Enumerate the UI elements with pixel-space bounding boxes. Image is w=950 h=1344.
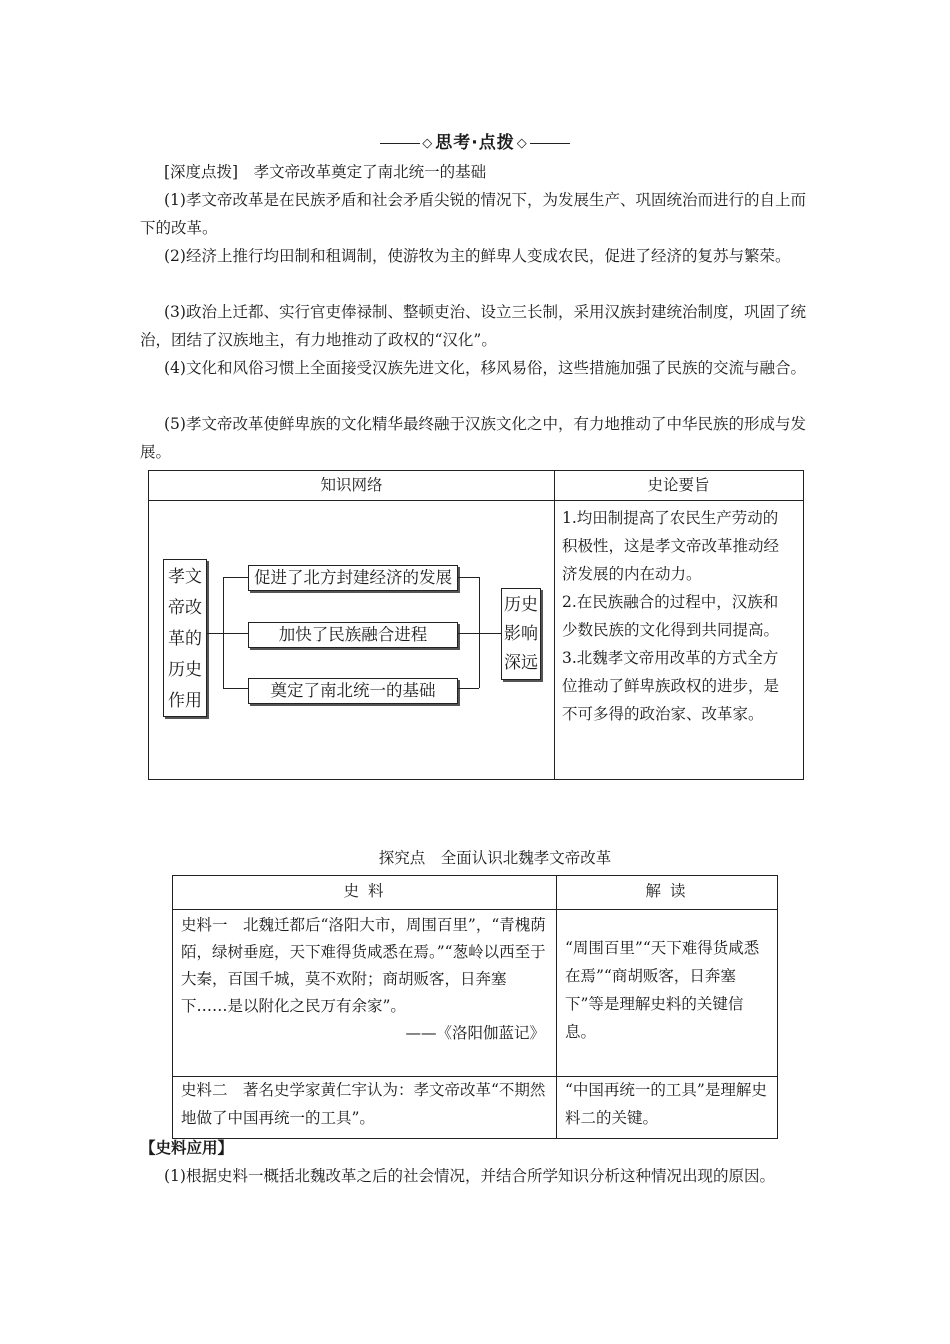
key-points — [562, 504, 792, 728]
diagram-branch-box: 促进了北方封建经济的发展 — [248, 565, 458, 591]
deep-point-label: [深度点拨] — [164, 163, 239, 181]
deep-point-title — [140, 158, 815, 186]
diagram-root-box: 孝文帝改革的历史作用 — [163, 559, 207, 717]
deep-point-item: (5)孝文帝改革使鲜卑族的文化精华最终融于汉族文化之中，有力地推动了中华民族的形成与发展。 — [140, 415, 806, 461]
knowledge-table — [148, 470, 804, 780]
key-point: 1.均田制提高了农民生产劳动的积极性，这是孝文帝改革推动经济发展的内在动力。 — [562, 509, 780, 583]
diamond-icon: ◇ — [422, 135, 434, 151]
key-point: 2.在民族融合的过程中，汉族和少数民族的文化得到共同提高。 — [562, 593, 780, 639]
diamond-icon: ◇ — [516, 135, 528, 151]
material-table — [172, 875, 778, 1139]
key-points-header: 史论要旨 — [647, 476, 710, 494]
material-one-source: ——《洛阳伽蓝记》 — [405, 1024, 545, 1042]
application-label: 【史料应用】 — [140, 1139, 234, 1157]
key-point: 3.北魏孝文帝用改革的方式全方位推动了鲜卑族政权的进步，是不可多得的政治家、改革家。 — [562, 649, 780, 723]
diagram-branch-box: 加快了民族融合进程 — [248, 622, 458, 648]
material-two: 史料二 著名史学家黄仁宇认为：孝文帝改革“不期然地做了中国再统一的工具”。 — [181, 1081, 546, 1127]
material-header: 史 料 — [343, 882, 386, 900]
section-heading-text: 思考·点拨 — [435, 133, 515, 153]
reading-two: “中国再统一的工具”是理解史料二的关键。 — [565, 1081, 767, 1127]
deep-point-heading: 孝文帝改革奠定了南北统一的基础 — [253, 163, 487, 181]
application-question: (1)根据史料一概括北魏改革之后的社会情况，并结合所学知识分析这种情况出现的原因。 — [164, 1167, 775, 1185]
deep-point-item: (4)文化和风俗习惯上全面接受汉族先进文化，移风易俗，这些措施加强了民族的交流与融合。 — [164, 359, 806, 377]
deep-point-item: (1)孝文帝改革是在民族矛盾和社会矛盾尖锐的情况下，为发展生产、巩固统治而进行的自上而下的改革。 — [140, 191, 806, 237]
heading-rule-left — [380, 143, 420, 144]
section-heading — [0, 128, 950, 153]
diagram-result-box: 历史影响深远 — [501, 588, 541, 680]
knowledge-network-header: 知识网络 — [320, 476, 383, 494]
inquiry-title: 探究点 全面认识北魏孝文帝改革 — [378, 849, 612, 867]
reading-one: “周围百里”“天下难得货咸悉在焉”“商胡贩客，日奔塞下”等是理解史料的关键信息。 — [565, 939, 760, 1041]
deep-point-item: (2)经济上推行均田制和租调制，使游牧为主的鲜卑人变成农民，促进了经济的复苏与繁荣。 — [164, 247, 791, 265]
diagram-branch-box: 奠定了南北统一的基础 — [248, 678, 458, 704]
material-one-text: 史料一 北魏迁都后“洛阳大市，周围百里”，“青槐荫陌，绿树垂庭，天下难得货咸悉在焉。”“葱岭以西至于大秦，百国千城，莫不欢附；商胡贩客，日奔塞下……是以附化之民万有余家”。 — [181, 916, 546, 1015]
material-one — [181, 912, 549, 1047]
reading-header: 解 读 — [645, 882, 688, 900]
deep-point-item: (3)政治上迁都、实行官吏俸禄制、整顿吏治、设立三长制，采用汉族封建统治制度，巩固了统治，团结了汉族地主，有力地推动了政权的“汉化”。 — [140, 303, 806, 349]
heading-rule-right — [530, 143, 570, 144]
